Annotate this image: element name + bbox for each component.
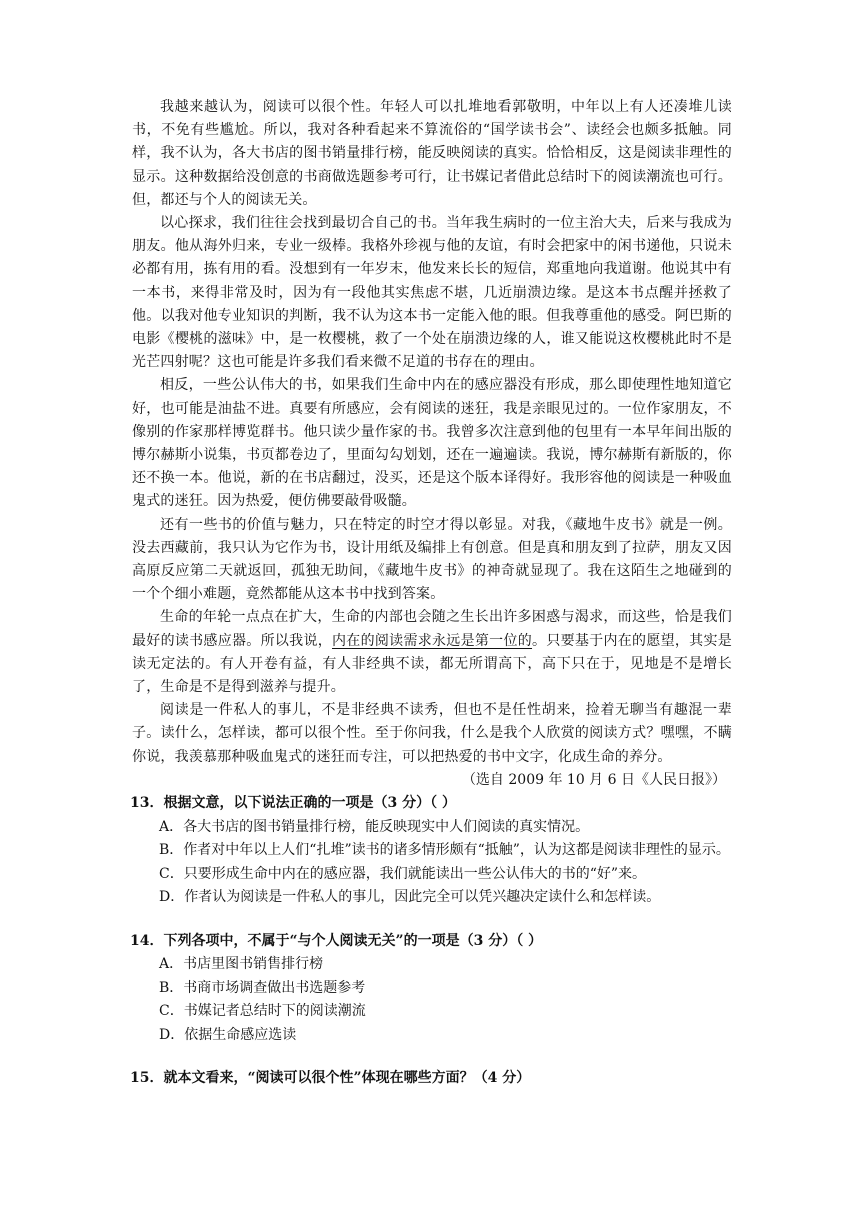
question-13-stem: 13．根据文意，以下说法正确的一项是（3 分）（ ） xyxy=(130,795,456,812)
article-paragraph-2: 以心探求，我们往往会找到最切合自己的书。当年我生病时的一位主治大夫，后来与我成为朋友。他从海外归来，专业一级棒。我格外珍视与他的友谊，有时会把家中的闲书递他，只说未必都有用，拣有用的看。没想到有一年岁末，他发来长长的短信，郑重地向我道谢。他说其中有一本书，来得非常及时，因为有一段他其实焦虑不堪，几近崩溃边缘。是这本书点醒并拯救了他。以我对他专业知识的判断，我不认为这本书一定能入他的眼。但我尊重他的感受。阿巴斯的电影《樱桃的滋味》中，是一枚樱桃，救了一个处在崩溃边缘的人，谁又能说这枚樱桃此时不是光芒四射呢？这也可能是许多我们看来微不足道的书存在的理由。 xyxy=(132,215,732,371)
article-source: （选自 2009 年 10 月 6 日《人民日报》） xyxy=(461,771,726,788)
question-14-option-b: B．书商市场调查做出书选题参考 xyxy=(159,979,366,996)
paragraph-5-text-after: 。只要基于内在的愿望，其实是读无定法的。有人开卷有益，有人非经典不读，都无所谓高下，高下只在于，见地是不是增长了，生命是不是得到滋养与提升。 xyxy=(132,632,732,696)
question-15 xyxy=(132,1067,732,1091)
question-13-option-b: B．作者对中年以上人们“扎堆”读书的诸多情形颇有“抵触”，认为这都是阅读非理性的显示。 xyxy=(159,842,730,859)
question-13-option-c: C．只要形成生命中内在的感应器，我们就能读出一些公认伟大的书的“好”来。 xyxy=(159,865,647,882)
spacer xyxy=(132,1047,732,1067)
underlined-sentence: 内在的阅读需求永远是第一位的 xyxy=(332,632,533,649)
question-13 xyxy=(132,792,732,910)
article xyxy=(132,96,732,792)
article-paragraph-3: 相反，一些公认伟大的书，如果我们生命中内在的感应器没有形成，那么即使理性地知道它好，也可能是油盐不进。真要有所感应，会有阅读的迷狂，我是亲眼见过的。一位作家朋友，不像别的作家那样博览群书。他只读少量作家的书。我曾多次注意到他的包里有一本早年间出版的博尔赫斯小说集，书页都卷边了，里面勾勾划划，还在一遍遍读。我说，博尔赫斯有新版的，你还不换一本。他说，新的在书店翻过，没买，还是这个版本译得好。我形容他的阅读是一种吸血鬼式的迷狂。因为热爱，便仿佛要敲骨吸髓。 xyxy=(132,377,732,510)
question-15-stem: 15．就本文看来，“阅读可以很个性”体现在哪些方面？（4 分） xyxy=(130,1070,531,1087)
question-14-option-d: D．依据生命感应选读 xyxy=(159,1026,297,1043)
article-paragraph-5 xyxy=(132,606,732,699)
article-paragraph-4: 还有一些书的价值与魅力，只在特定的时空才得以彰显。对我，《藏地牛皮书》就是一例。没去西藏前，我只认为它作为书，设计用纸及编排上有创意。但是真和朋友到了拉萨，朋友又因高原反应第二天就返回，孤独无助间，《藏地牛皮书》的神奇就显现了。我在这陌生之地碰到的一个个细小难题，竟然都能从这本书中找到答案。 xyxy=(132,516,732,603)
article-paragraph-6: 阅读是一件私人的事儿，不是非经典不读秀，但也不是任性胡来，捡着无聊当有趣混一辈子。读什么，怎样读，都可以很个性。至于你问我，什么是我个人欣赏的阅读方式？嘿嘿，不瞒你说，我羡慕那种吸血鬼式的迷狂而专注，可以把热爱的书中文字，化成生命的养分。 xyxy=(132,702,732,765)
question-14-option-a: A．书店里图书销售排行榜 xyxy=(159,956,324,973)
article-paragraph-1: 我越来越认为，阅读可以很个性。年轻人可以扎堆地看郭敬明，中年以上有人还凑堆儿读书，不免有些尴尬。所以，我对各种看起来不算流俗的“国学读书会”、读经会也颇多抵触。同样，我不认为，各大书店的图书销量排行榜，能反映阅读的真实。恰恰相反，这是阅读非理性的显示。这种数据给没创意的书商做选题参考可行，让书媒记者借此总结时下的阅读潮流也可行。但，都还与个人的阅读无关。 xyxy=(132,99,732,208)
question-13-option-a: A．各大书店的图书销量排行榜，能反映现实中人们阅读的真实情况。 xyxy=(159,818,590,835)
question-14-option-c: C．书媒记者总结时下的阅读潮流 xyxy=(159,1003,366,1020)
question-14 xyxy=(132,930,732,1048)
question-13-option-d: D．作者认为阅读是一件私人的事儿，因此完全可以凭兴趣决定读什么和怎样读。 xyxy=(159,889,661,906)
spacer xyxy=(132,910,732,930)
paragraph-5-text-before: 生命的年轮一点点在扩大，生命的内部也会随之生长出许多困惑与渴求，而这些，恰是我们最好的读书感应器。所以我说， xyxy=(132,609,732,649)
question-14-stem: 14．下列各项中，不属于“与个人阅读无关”的一项是（3 分）（ ） xyxy=(130,932,543,949)
